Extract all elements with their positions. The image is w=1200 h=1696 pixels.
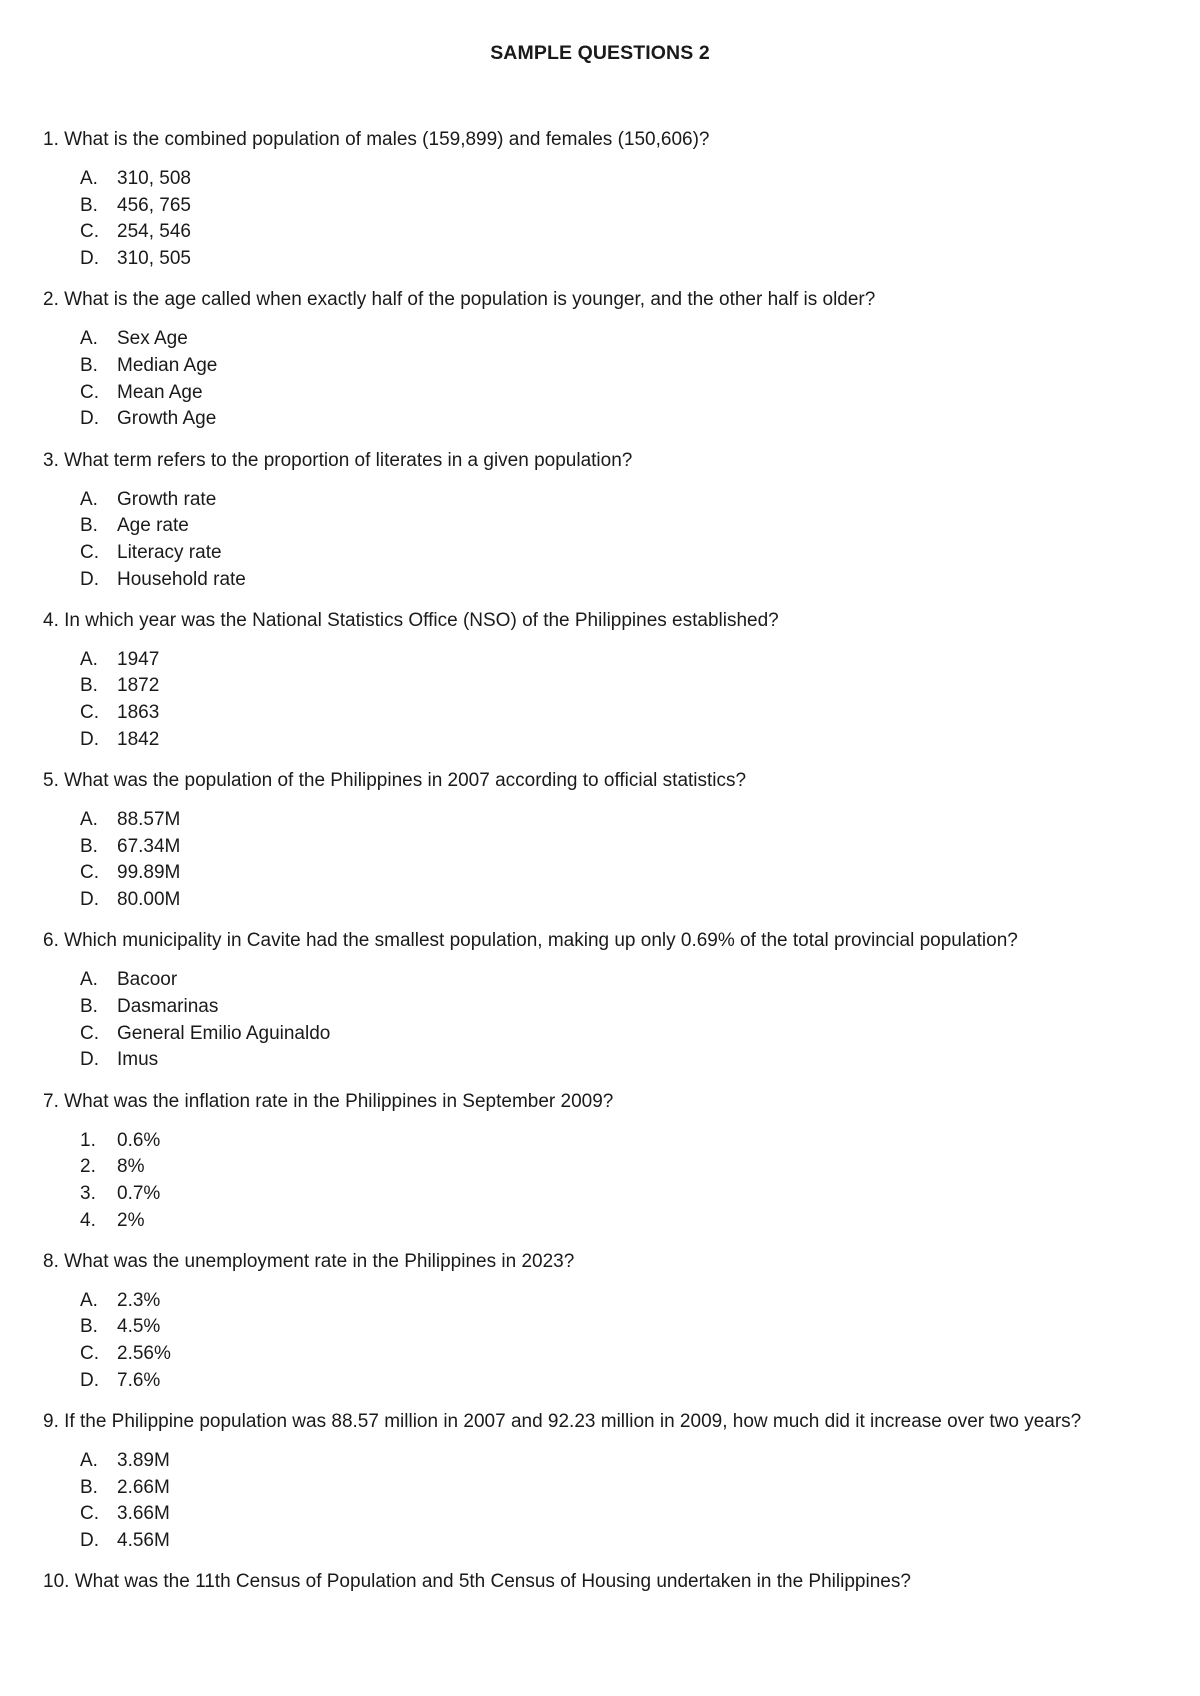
- option-label: B.: [80, 675, 98, 697]
- option-label: 4.: [80, 1209, 96, 1231]
- answer-option: [43, 673, 1173, 700]
- option-label: C.: [80, 702, 99, 724]
- question-text: What is the age called when exactly half of the population is younger, and the other half is older?: [64, 289, 876, 311]
- question-item: [43, 1410, 1173, 1555]
- option-text: 0.6%: [117, 1129, 161, 1151]
- answer-option: [43, 513, 1173, 540]
- question-text: What was the inflation rate in the Philippines in September 2009?: [64, 1090, 614, 1112]
- option-text: 1872: [117, 675, 160, 697]
- question-text: If the Philippine population was 88.57 million in 2007 and 92.23 million in 2009, how much did it increase over two years?: [64, 1411, 1082, 1432]
- question-item: [43, 1570, 1173, 1593]
- answer-options: [43, 1128, 1173, 1235]
- answer-option: [43, 1475, 1173, 1502]
- option-label: B.: [80, 995, 98, 1017]
- option-label: C.: [80, 862, 99, 884]
- option-label: A.: [80, 1450, 98, 1471]
- option-text: Median Age: [117, 354, 218, 376]
- option-text: Dasmarinas: [117, 995, 219, 1017]
- option-label: B.: [80, 835, 98, 857]
- question-text: In which year was the National Statistics Office (NSO) of the Philippines established?: [64, 609, 779, 631]
- option-text: 88.57M: [117, 809, 181, 830]
- answer-option: [43, 166, 1173, 193]
- option-text: 2%: [117, 1209, 145, 1231]
- option-text: General Emilio Aguinaldo: [117, 1022, 331, 1044]
- question-text-line: [43, 288, 1173, 311]
- question-text: What was the population of the Philippines in 2007 according to official statistics?: [64, 770, 747, 791]
- option-text: 1842: [117, 728, 160, 750]
- question-item: [43, 1250, 1173, 1395]
- question-number: 6.: [43, 930, 59, 952]
- option-text: 2.56%: [117, 1343, 171, 1365]
- answer-option: [43, 967, 1173, 994]
- option-text: 3.66M: [117, 1503, 170, 1525]
- answer-option: [43, 487, 1173, 514]
- answer-option: [43, 1128, 1173, 1155]
- option-label: A.: [80, 809, 98, 830]
- question-text-line: [43, 449, 1173, 472]
- option-text: 2.3%: [117, 1289, 161, 1311]
- question-text-line: [43, 1250, 1173, 1273]
- question-text-line: [43, 1410, 1173, 1433]
- option-text: 310, 505: [117, 248, 191, 270]
- answer-option: [43, 1314, 1173, 1341]
- option-label: A.: [80, 488, 98, 510]
- answer-option: [43, 700, 1173, 727]
- question-text: Which municipality in Cavite had the smallest population, making up only 0.69% of the total provincial population?: [64, 930, 1018, 952]
- answer-option: [43, 219, 1173, 246]
- option-text: Mean Age: [117, 381, 203, 403]
- answer-option: [43, 326, 1173, 353]
- answer-option: [43, 1368, 1173, 1395]
- option-label: C.: [80, 541, 99, 563]
- option-text: 0.7%: [117, 1182, 161, 1204]
- option-label: C.: [80, 1343, 99, 1365]
- answer-options: [43, 647, 1173, 754]
- answer-option: [43, 540, 1173, 567]
- option-label: A.: [80, 648, 98, 670]
- option-text: 1947: [117, 648, 160, 670]
- question-number: 4.: [43, 609, 59, 631]
- option-text: 4.56M: [117, 1530, 170, 1552]
- question-number: 1.: [43, 129, 59, 150]
- option-text: Literacy rate: [117, 541, 222, 563]
- answer-option: [43, 1208, 1173, 1235]
- answer-option: [43, 1448, 1173, 1475]
- option-label: D.: [80, 1049, 99, 1071]
- answer-options: [43, 166, 1173, 273]
- question-text-line: [43, 929, 1173, 952]
- option-label: D.: [80, 1369, 99, 1391]
- option-label: A.: [80, 969, 98, 991]
- option-label: A.: [80, 1289, 98, 1311]
- question-number: 2.: [43, 289, 59, 311]
- answer-option: [43, 1181, 1173, 1208]
- option-label: 1.: [80, 1129, 96, 1151]
- answer-option: [43, 1288, 1173, 1315]
- answer-option: [43, 1047, 1173, 1074]
- answer-options: [43, 1448, 1173, 1555]
- answer-options: [43, 1288, 1173, 1395]
- option-text: Growth Age: [117, 408, 217, 430]
- question-text-line: [43, 1090, 1173, 1113]
- option-label: D.: [80, 889, 99, 911]
- question-number: 9.: [43, 1411, 59, 1432]
- option-text: 7.6%: [117, 1369, 161, 1391]
- question-item: [43, 449, 1173, 594]
- answer-option: [43, 380, 1173, 407]
- answer-option: [43, 193, 1173, 220]
- option-label: D.: [80, 1530, 99, 1552]
- question-number: 3.: [43, 449, 59, 471]
- option-label: C.: [80, 221, 99, 243]
- option-label: A.: [80, 168, 98, 189]
- option-label: 3.: [80, 1182, 96, 1204]
- question-item: [43, 929, 1173, 1074]
- answer-option: [43, 727, 1173, 754]
- question-text-line: [43, 769, 1173, 792]
- option-label: C.: [80, 1022, 99, 1044]
- question-text: What was the 11th Census of Population and 5th Census of Housing undertaken in the Philippines?: [74, 1571, 911, 1593]
- option-label: C.: [80, 1503, 99, 1525]
- answer-options: [43, 487, 1173, 594]
- question-text: What term refers to the proportion of literates in a given population?: [64, 449, 633, 471]
- question-text: What is the combined population of males (159,899) and females (150,606)?: [64, 129, 710, 150]
- answer-option: [43, 887, 1173, 914]
- question-list: [43, 128, 1173, 1593]
- option-label: D.: [80, 568, 99, 590]
- answer-option: [43, 1154, 1173, 1181]
- option-text: 310, 508: [117, 168, 191, 189]
- answer-option: [43, 1528, 1173, 1555]
- answer-option: [43, 567, 1173, 594]
- option-label: D.: [80, 248, 99, 270]
- question-text-line: [43, 1570, 1173, 1593]
- question-number: 7.: [43, 1090, 59, 1112]
- option-text: Bacoor: [117, 969, 178, 991]
- answer-option: [43, 1021, 1173, 1048]
- question-text-line: [43, 609, 1173, 632]
- option-text: 4.5%: [117, 1316, 161, 1338]
- answer-options: [43, 967, 1173, 1074]
- option-text: Age rate: [117, 515, 189, 537]
- answer-option: [43, 647, 1173, 674]
- answer-option: [43, 406, 1173, 433]
- answer-options: [43, 807, 1173, 914]
- option-text: 456, 765: [117, 194, 191, 216]
- option-label: D.: [80, 408, 99, 430]
- option-text: Sex Age: [117, 328, 188, 350]
- question-text: What was the unemployment rate in the Philippines in 2023?: [64, 1250, 575, 1272]
- answer-option: [43, 994, 1173, 1021]
- option-text: Imus: [117, 1049, 159, 1071]
- answer-option: [43, 353, 1173, 380]
- answer-option: [43, 860, 1173, 887]
- answer-option: [43, 246, 1173, 273]
- option-text: 3.89M: [117, 1450, 170, 1471]
- answer-option: [43, 807, 1173, 834]
- option-label: B.: [80, 515, 98, 537]
- question-item: [43, 769, 1173, 914]
- option-label: C.: [80, 381, 99, 403]
- option-label: A.: [80, 328, 98, 350]
- question-number: 5.: [43, 770, 59, 791]
- answer-option: [43, 1341, 1173, 1368]
- question-number: 10.: [43, 1571, 70, 1593]
- option-text: Growth rate: [117, 488, 217, 510]
- answer-options: [43, 326, 1173, 433]
- question-text-line: [43, 128, 1173, 151]
- question-item: [43, 288, 1173, 433]
- answer-option: [43, 1501, 1173, 1528]
- option-text: 2.66M: [117, 1476, 170, 1498]
- option-label: B.: [80, 354, 98, 376]
- page-title: SAMPLE QUESTIONS 2: [490, 42, 710, 64]
- option-text: 80.00M: [117, 889, 181, 911]
- question-item: [43, 609, 1173, 754]
- question-item: [43, 1090, 1173, 1235]
- option-label: B.: [80, 1476, 98, 1498]
- option-text: 99.89M: [117, 862, 181, 884]
- option-text: Household rate: [117, 568, 246, 590]
- option-label: B.: [80, 1316, 98, 1338]
- question-item: [43, 128, 1173, 273]
- option-text: 254, 546: [117, 221, 191, 243]
- option-text: 8%: [117, 1156, 145, 1178]
- option-label: 2.: [80, 1156, 96, 1178]
- option-text: 67.34M: [117, 835, 181, 857]
- option-label: B.: [80, 194, 98, 216]
- answer-option: [43, 834, 1173, 861]
- option-label: D.: [80, 728, 99, 750]
- option-text: 1863: [117, 702, 160, 724]
- question-number: 8.: [43, 1250, 59, 1272]
